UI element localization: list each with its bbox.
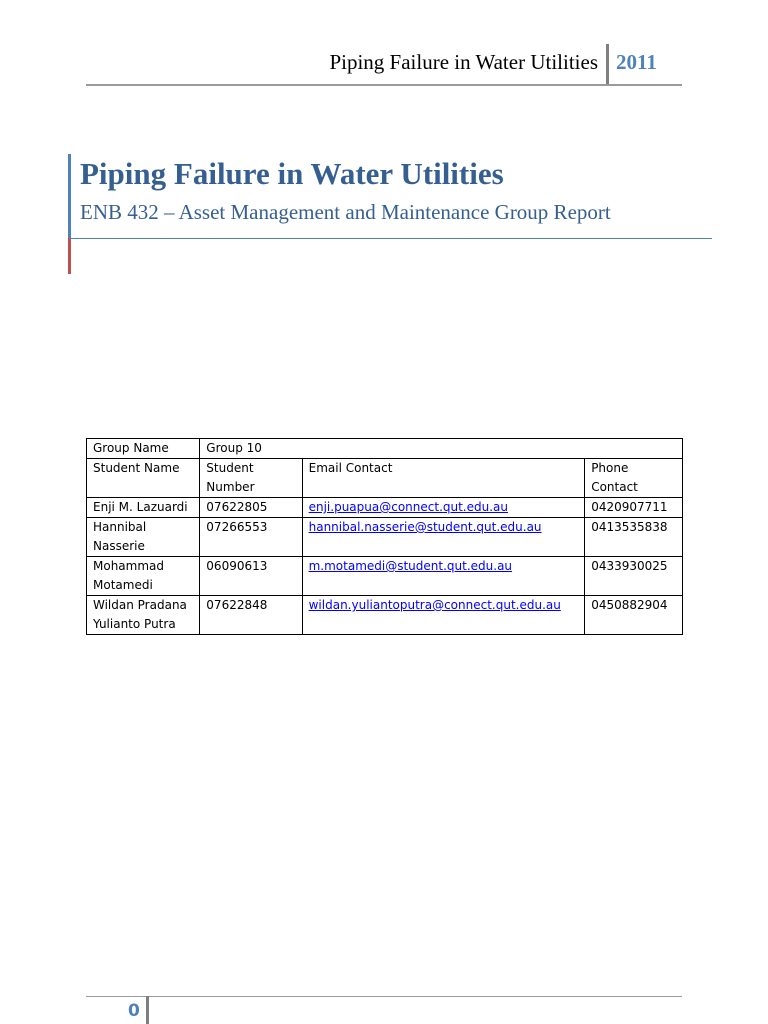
table-row [87,557,683,596]
student-number: 07622848 [200,596,302,635]
header-divider [606,44,609,84]
group-name-label: Group Name [87,439,200,459]
header-year: 2011 [616,50,657,74]
table-header-row [87,459,683,498]
phone-number: 0433930025 [585,557,683,596]
page-header [86,44,682,86]
title-accent-bar-blue [68,154,71,238]
email-cell [302,596,585,635]
student-number: 07622805 [200,498,302,518]
email-cell [302,518,585,557]
email-cell [302,498,585,518]
document-subtitle: ENB 432 – Asset Management and Maintenance Group Report [80,200,611,224]
group-name-value: Group 10 [200,439,683,459]
student-name: Wildan Pradana Yulianto Putra [87,596,200,635]
student-name: Mohammad Motamedi [87,557,200,596]
email-link[interactable]: wildan.yuliantoputra@connect.qut.edu.au [308,598,561,612]
group-members-table [86,438,683,635]
student-number: 07266553 [200,518,302,557]
title-accent-bar-red [68,238,71,274]
page-number: 0 [128,1001,140,1021]
email-link[interactable]: hannibal.nasserie@student.qut.edu.au [308,520,542,534]
group-name-row [87,439,683,459]
email-link[interactable]: enji.puapua@connect.qut.edu.au [308,500,509,514]
email-link[interactable]: m.motamedi@student.qut.edu.au [308,559,513,573]
header-phone-contact: Phone Contact [585,459,683,498]
footer-divider [146,996,149,1024]
header-student-number: Student Number [200,459,302,498]
student-name: Enji M. Lazuardi [87,498,200,518]
header-title: Piping Failure in Water Utilities [329,50,598,74]
header-email-contact: Email Contact [302,459,585,498]
phone-number: 0413535838 [585,518,683,557]
header-student-name: Student Name [87,459,200,498]
document-title: Piping Failure in Water Utilities [80,156,504,191]
email-cell [302,557,585,596]
table-row [87,596,683,635]
title-rule [70,238,712,239]
student-number: 06090613 [200,557,302,596]
phone-number: 0450882904 [585,596,683,635]
student-name: Hannibal Nasserie [87,518,200,557]
footer-rule [86,996,682,997]
table-row [87,518,683,557]
table-row [87,498,683,518]
phone-number: 0420907711 [585,498,683,518]
